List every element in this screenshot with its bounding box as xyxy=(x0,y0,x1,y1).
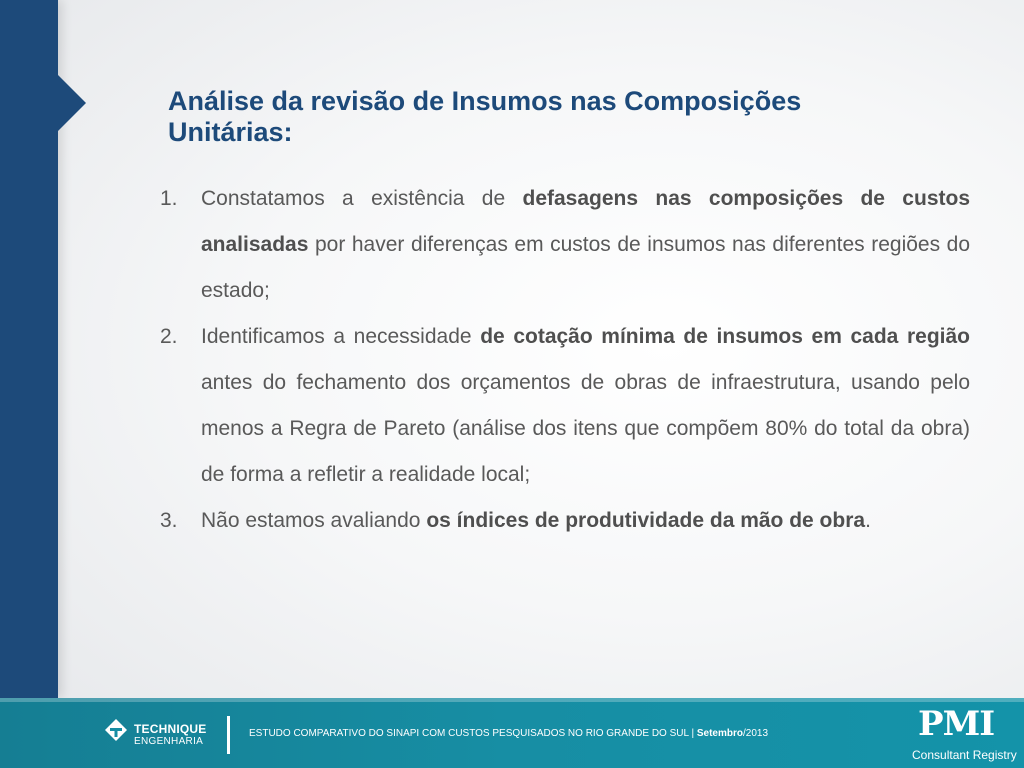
list-item xyxy=(160,498,970,544)
list-item-text: Identificamos a necessidade de cotação mínima de insumos em cada região antes do fechamento dos orçamentos de obras de infraestrutura, usando pelo menos a Regra de Pareto (análise dos itens que compõem 80% do total da obra) de forma a refletir a realidade local; xyxy=(201,325,971,486)
technique-logo-name: TECHNIQUE xyxy=(134,722,207,736)
left-accent-bar xyxy=(0,0,58,698)
pmi-logo-subtitle: Consultant Registry xyxy=(912,748,1017,762)
technique-logo-subtitle: ENGENHARIA xyxy=(134,736,204,747)
pmi-logo-mark: PMI xyxy=(918,704,995,744)
pmi-logo xyxy=(912,704,1022,766)
footer-bar xyxy=(0,698,1024,768)
footer-divider xyxy=(227,716,230,754)
technique-logo xyxy=(104,718,214,754)
list-item-number: 3. xyxy=(160,509,178,532)
list-item-text: Não estamos avaliando os índices de produtividade da mão de obra. xyxy=(201,509,871,532)
technique-logo-icon xyxy=(104,718,128,742)
list-item-text: Constatamos a existência de defasagens nas composições de custos analisadas por haver diferenças em custos de insumos nas diferentes regiões do estado; xyxy=(201,187,970,302)
bullet-list xyxy=(160,176,970,544)
footer-study-caption: ESTUDO COMPARATIVO DO SINAPI COM CUSTOS PESQUISADOS NO RIO GRANDE DO SUL | Setembro/2013 xyxy=(249,728,769,739)
list-item xyxy=(160,314,970,498)
list-item-number: 2. xyxy=(160,325,178,348)
list-item xyxy=(160,176,970,314)
slide-title: Análise da revisão de Insumos nas Composições Unitárias: xyxy=(168,86,802,147)
accent-arrow-shape xyxy=(58,75,86,131)
list-item-number: 1. xyxy=(160,187,178,210)
